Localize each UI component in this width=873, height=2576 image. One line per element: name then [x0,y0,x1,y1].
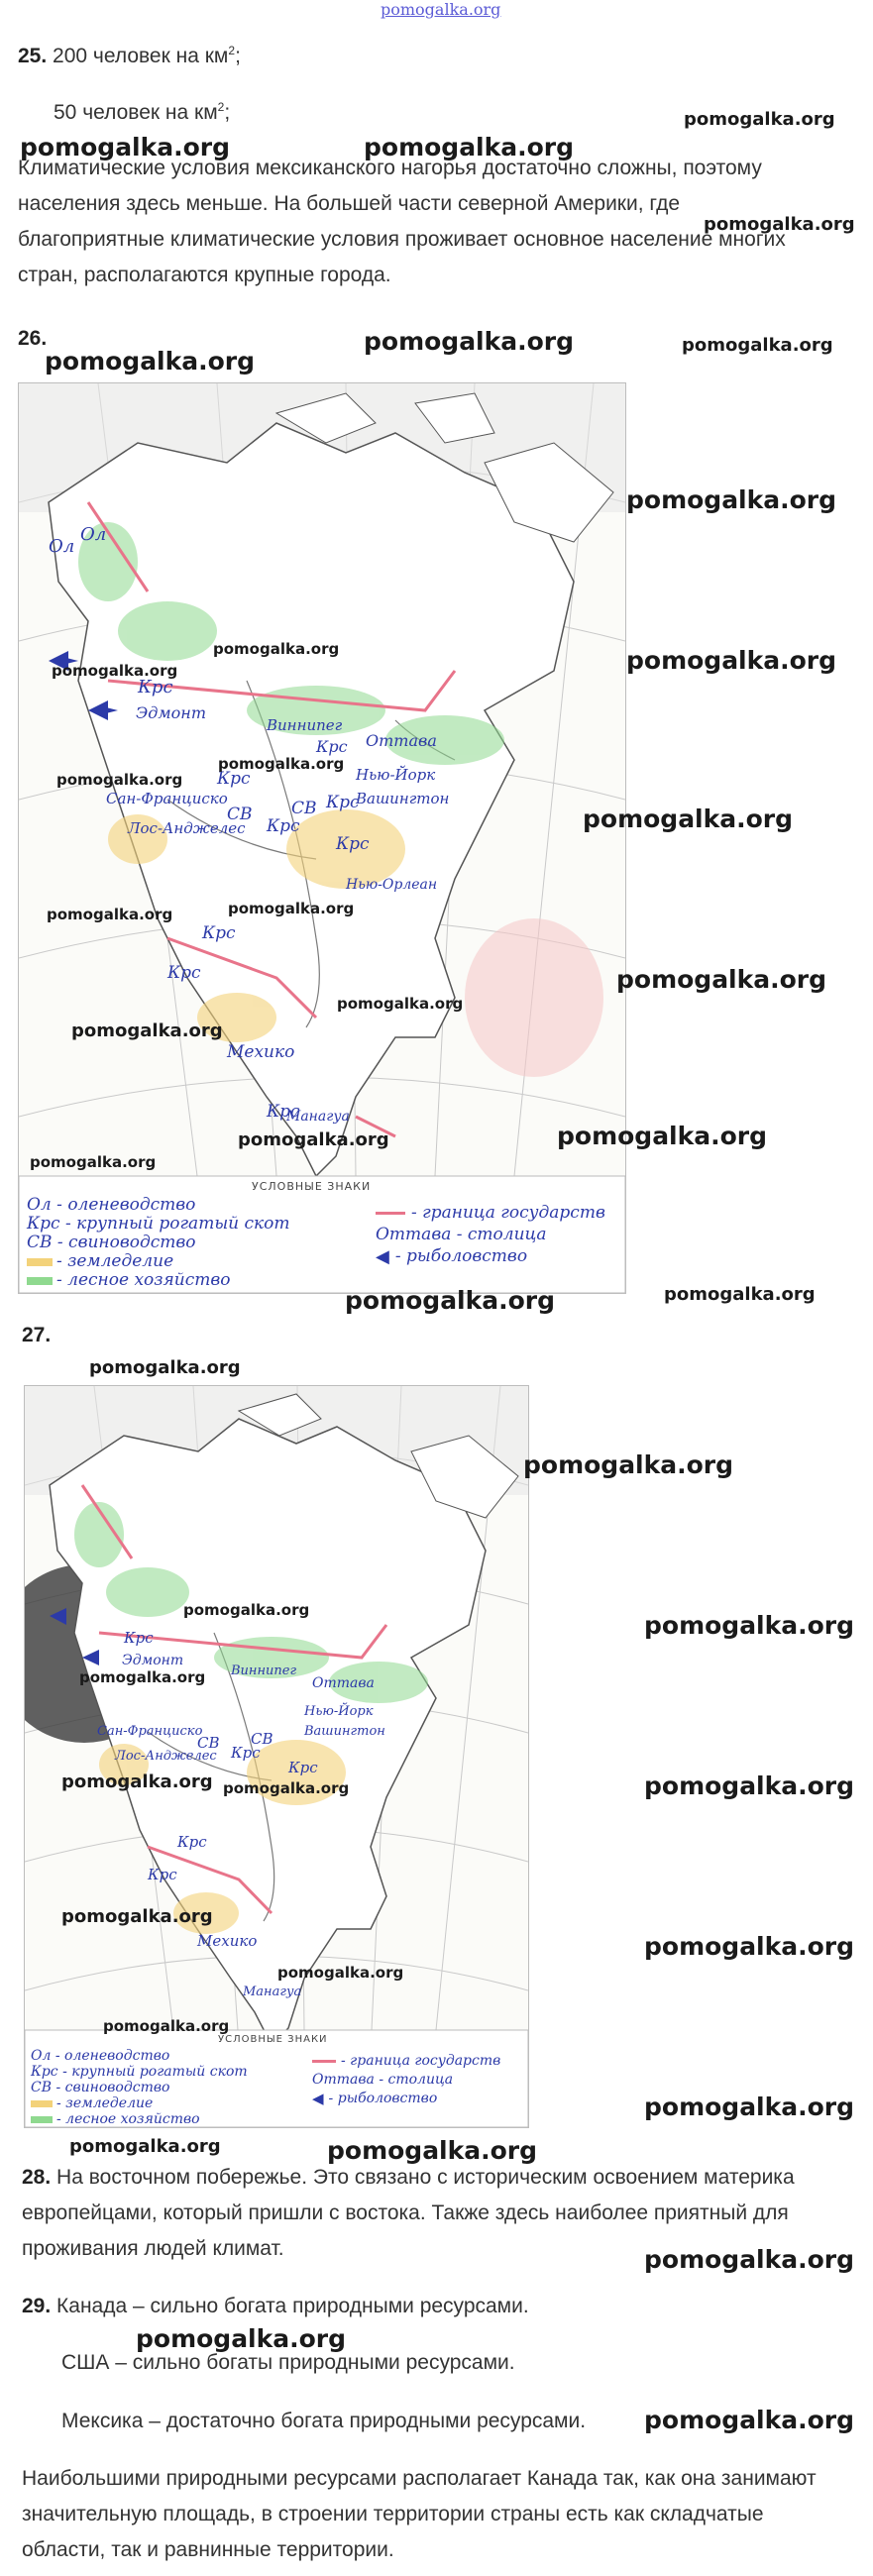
map-label: Нью-Йорк [304,1704,374,1719]
map-label: Вашингтон [356,790,450,807]
question-25-line1 [18,44,241,68]
map-label: Мехико [197,1932,258,1950]
map-label: Нью-Йорк [356,766,436,784]
question-27-number: 27. [22,1324,52,1346]
legend-border [376,1202,605,1224]
map-label: Оттава [366,731,437,750]
watermark: pomogalka.org [583,805,794,833]
map-label: СВ [197,1734,220,1752]
watermark: pomogalka.org [682,335,833,356]
map-label: Эдмонт [136,703,206,722]
watermark: pomogalka.org [364,133,575,161]
watermark: pomogalka.org [345,1286,556,1315]
legend-fishing [376,1245,605,1267]
map-label: Крс [124,1629,154,1647]
watermark: pomogalka.org [704,214,855,235]
question-25-line2 [54,100,230,125]
map-label: Манагуа [243,1985,302,1999]
map-label: Эдмонт [122,1653,184,1668]
legend-border [312,2052,500,2071]
watermark: pomogalka.org [523,1450,734,1479]
text-line: проживания людей климат. [22,2237,284,2260]
legend-title: УСЛОВНЫЕ ЗНАКИ [218,2034,328,2045]
map-label: Нью-Орлеан [346,877,438,893]
farming-swatch [27,1258,53,1266]
map-label: Вашингтон [304,1724,385,1739]
text-line: стран, располагаются крупные города. [18,264,391,286]
map-label: Ол [80,524,107,545]
question-26-number: 26. [18,327,48,350]
watermark: pomogalka.org [69,2136,221,2157]
map-label: Крс [138,677,173,698]
watermark: pomogalka.org [327,2136,538,2165]
map-label: Крс [267,1102,300,1122]
text-line [22,2160,864,2196]
text-line: населения здесь меньше. На большей части северной Америки, где [18,192,681,215]
map-label: Крс [202,923,236,943]
border-swatch [376,1212,405,1215]
watermark: pomogalka.org [364,327,575,356]
map-label: Лос-Анджелес [115,1749,217,1764]
map-label: Крс [148,1866,177,1883]
fish-arrow-icon: ◀ [312,2091,324,2107]
text-line: области, так и равнинные территории. [22,2538,394,2561]
map-label: Крс [316,737,348,756]
watermark: pomogalka.org [61,1771,213,1792]
answer-canada: Канада – сильно богата природными ресурсами. [56,2295,529,2317]
watermark: pomogalka.org [71,1020,223,1041]
question-25-explanation [18,151,860,293]
watermark: pomogalka.org [20,133,231,161]
top-watermark-link[interactable]: pomogalka.org [381,0,501,19]
legend-item: Ол - оленеводство [27,1195,196,1215]
watermark: pomogalka.org [213,640,340,658]
legend-item: Ол - оленеводство [31,2048,170,2064]
legend-farming [27,1252,290,1271]
map-label: Ол [49,536,75,557]
legend-item: СВ - свиноводство [31,2080,170,2095]
watermark: pomogalka.org [557,1122,768,1150]
watermark: pomogalka.org [238,1129,389,1150]
legend-item: - лесное хозяйство [56,1270,231,1290]
legend-item: - лесное хозяйство [56,2111,200,2127]
map-label: Крс [217,769,251,789]
map-label: Крс [177,1833,207,1851]
map-north-america-2 [24,1385,529,2128]
watermark: pomogalka.org [684,109,835,130]
map-label: Сан-Франциско [97,1724,203,1739]
watermark: pomogalka.org [136,2324,347,2353]
question-28-number: 28. [22,2166,52,2189]
text-line: Климатические условия мексиканского нагорья достаточно сложны, поэтому [18,157,762,179]
watermark: pomogalka.org [30,1153,157,1171]
map-label: Крс [167,963,201,983]
legend-item: Оттава - столица [376,1225,547,1244]
map-drawing [25,1386,528,2127]
answer-mexico: Мексика – достаточно богата природными ресурсами. [61,2410,587,2432]
superscript: 2 [217,100,225,114]
watermark: pomogalka.org [52,662,178,680]
question-25-answer-1: 200 человек на км [53,45,229,67]
text-line: благоприятные климатические условия проживает основное население многих [18,228,786,251]
map-label: Крс [267,816,300,836]
map-label: СВ [227,805,253,824]
question-25-number: 25. [18,45,48,67]
legend-item: - земледелие [56,2095,154,2111]
watermark: pomogalka.org [664,1284,816,1305]
legend-item: - земледелие [56,1251,174,1271]
legend-right [376,1202,605,1267]
watermark: pomogalka.org [644,1771,855,1800]
text-span: На восточном побережье. Это связано с историческим освоением материка [56,2166,795,2189]
map-label: Мехико [227,1042,295,1062]
question-29-number: 29. [22,2295,52,2317]
legend-right [312,2052,500,2108]
watermark: pomogalka.org [45,347,256,376]
map-label: СВ [291,799,317,818]
watermark: pomogalka.org [644,1932,855,1961]
watermark: pomogalka.org [183,1601,310,1619]
map-label: Манагуа [286,1109,350,1125]
fish-arrow-icon: ◀ [376,1246,389,1266]
question-29-explanation [22,2461,869,2568]
map-label: Крс [326,793,360,812]
watermark: pomogalka.org [56,771,183,789]
map-label: Крс [231,1744,261,1762]
legend-farming [31,2095,248,2111]
watermark: pomogalka.org [337,995,464,1013]
map-label: Сан-Франциско [106,790,228,807]
legend-item: Крс - крупный рогатый скот [31,2064,248,2080]
watermark: pomogalka.org [79,1668,206,1686]
text-line: значительную площадь, в строении территории страны есть как складчатые [22,2503,764,2525]
legend-left [31,2048,248,2127]
map-label: СВ [251,1730,273,1748]
watermark: pomogalka.org [616,965,827,994]
watermark: pomogalka.org [61,1906,213,1927]
legend-item: - рыболовство [328,2091,438,2106]
legend-item: - рыболовство [394,1246,528,1266]
watermark: pomogalka.org [626,485,837,514]
farming-swatch [31,2100,53,2107]
legend-forest [27,1271,290,1290]
watermark: pomogalka.org [644,1611,855,1640]
forest-swatch [27,1277,53,1285]
watermark: pomogalka.org [218,755,345,773]
legend-item: Крс - крупный рогатый скот [27,1214,290,1234]
legend-left [27,1196,290,1290]
map-label: Виннипег [267,716,343,734]
legend-item: СВ - свиноводство [27,1233,196,1252]
watermark: pomogalka.org [228,900,355,917]
question-25-answer-2: 50 человек на км [54,101,218,124]
map-label: Лос-Анджелес [128,819,246,837]
question-29-line1 [22,2295,529,2318]
answer-usa: США – сильно богаты природными ресурсами. [61,2351,515,2374]
watermark: pomogalka.org [223,1779,350,1797]
watermark: pomogalka.org [89,1357,241,1378]
legend-forest [31,2111,248,2127]
watermark: pomogalka.org [644,2406,855,2434]
map-label: Виннипег [231,1664,297,1678]
text-line: европейцами, который пришли с востока. Также здесь наиболее приятный для [22,2201,789,2224]
map-label: Крс [336,834,370,854]
text-line: Наибольшими природными ресурсами располагает Канада так, как она занимают [22,2467,817,2490]
watermark: pomogalka.org [644,2093,855,2121]
watermark: pomogalka.org [103,2017,230,2035]
legend-item: - граница государств [411,1203,605,1223]
legend-item: - граница государств [341,2053,501,2069]
watermark: pomogalka.org [277,1964,404,1982]
semicolon: ; [235,45,241,67]
watermark: pomogalka.org [626,646,837,675]
semicolon: ; [224,101,231,124]
legend-fishing [312,2090,500,2108]
forest-swatch [31,2116,53,2123]
watermark: pomogalka.org [47,906,173,923]
map-label: Оттава [312,1675,375,1691]
legend-item: Оттава - столица [312,2072,454,2088]
border-swatch [312,2060,336,2063]
superscript: 2 [228,44,236,57]
map-label: Крс [288,1759,318,1776]
watermark: pomogalka.org [644,2245,855,2274]
legend-title: УСЛОВНЫЕ ЗНАКИ [252,1180,372,1193]
